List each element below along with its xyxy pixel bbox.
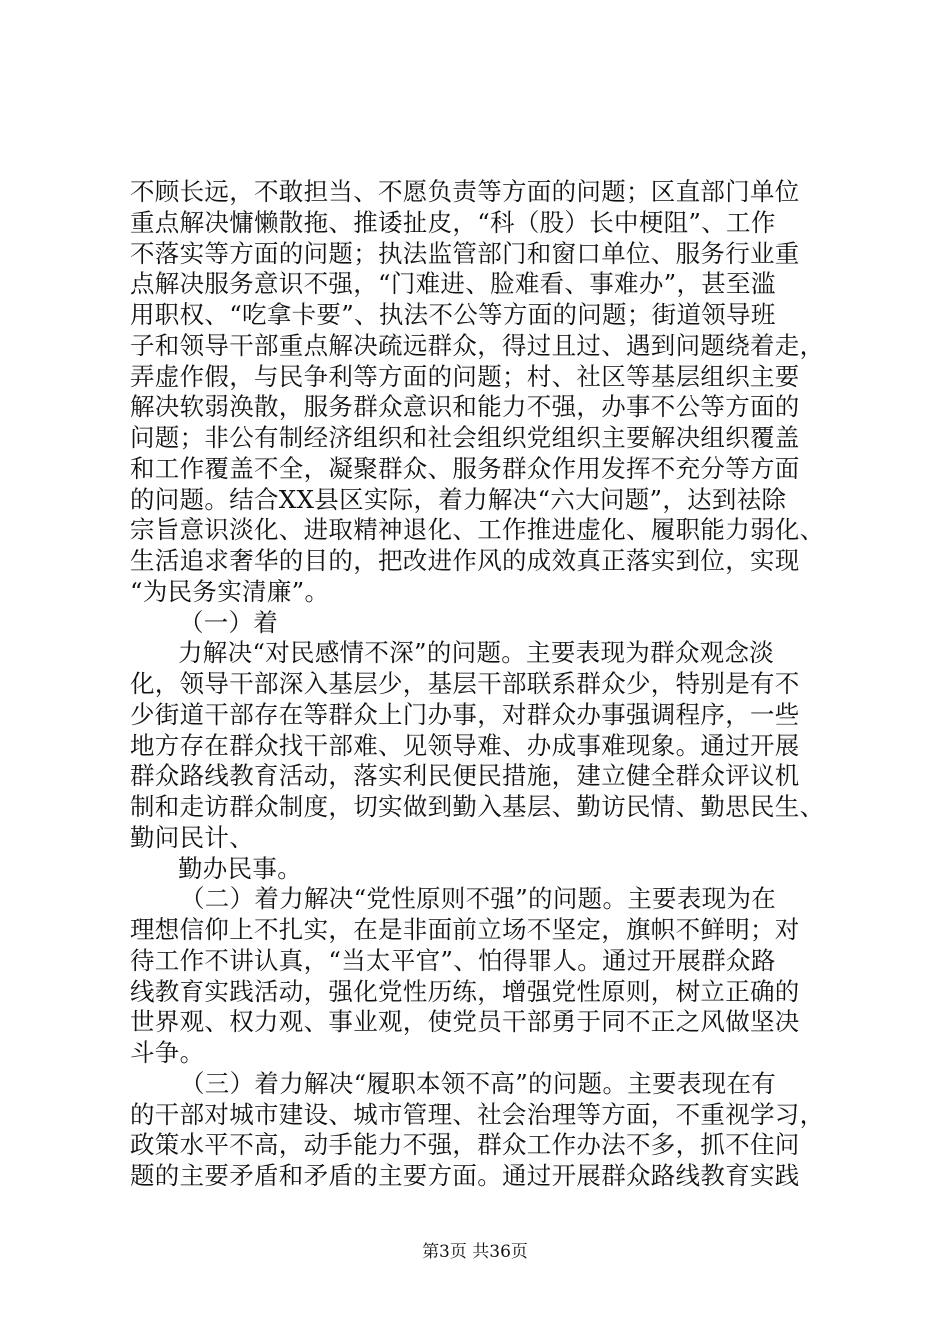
body-text-line: 不顾长远，不敢担当、不愿负责等方面的问题；区直部门单位 [130, 177, 800, 206]
body-text-line: 力解决“对民感情不深”的问题。主要表现为群众观念淡 [178, 638, 775, 667]
body-text-line: 点解决服务意识不强，“门难进、脸难看、事难办”，甚至滥 [130, 269, 776, 298]
body-text-line: 勤问民计、 [130, 823, 254, 852]
section-heading-2: （二）着力解决“党性原则不强”的问题。主要表现为在 [180, 884, 777, 913]
body-text-line: 制和走访群众制度，切实做到勤入基层、勤访民情、勤思民生、 [130, 792, 825, 821]
body-text-line: 理想信仰上不扎实，在是非面前立场不坚定，旗帜不鲜明；对 [130, 915, 800, 944]
body-text-line: 解决软弱涣散，服务群众意识和能力不强，办事不公等方面的 [130, 392, 800, 421]
body-text-line: 和工作覆盖不全，凝聚群众、服务群众作用发挥不充分等方面 [130, 454, 800, 483]
body-text-line: 宗旨意识淡化、进取精神退化、工作推进虚化、履职能力弱化、 [130, 515, 825, 544]
body-text-line: 少街道干部存在等群众上门办事，对群众办事强调程序，一些 [130, 700, 800, 729]
page-footer: 第3页 共36页 [422, 1242, 528, 1262]
body-text-line: 用职权、“吃拿卡要”、执法不公等方面的问题；街道领导班 [130, 300, 776, 329]
section-heading-1: （一）着 [179, 608, 279, 637]
body-text-line: 弄虚作假，与民争利等方面的问题；村、社区等基层组织主要 [130, 362, 800, 391]
body-text-line: 政策水平不高，动手能力不强，群众工作办法不多，抓不住问 [130, 1130, 800, 1159]
body-text-line: “为民务实清廉”。 [130, 577, 330, 606]
body-text-line: 问题；非公有制经济组织和社会组织党组织主要解决组织覆盖 [130, 423, 800, 452]
body-text-line: 生活追求奢华的目的，把改进作风的成效真正落实到位，实现 [130, 546, 800, 575]
body-text-line: 世界观、权力观、事业观，使党员干部勇于同不正之风做坚决 [130, 1007, 800, 1036]
body-text-line: 地方存在群众找干部难、见领导难、办成事难现象。通过开展 [130, 731, 800, 760]
body-text-line: 重点解决慵懒散拖、推诿扯皮，“科（股）长中梗阻”、工作 [130, 208, 776, 237]
body-text-line: 的问题。结合XX县区实际，着力解决“六大问题”，达到祛除 [130, 485, 787, 514]
body-text-line: 群众路线教育活动，落实利民便民措施，建立健全群众评议机 [130, 761, 800, 790]
body-text-line: 勤办民事。 [178, 854, 302, 883]
body-text-line: 线教育实践活动，强化党性历练，增强党性原则，树立正确的 [130, 977, 800, 1006]
body-text-line: 子和领导干部重点解决疏远群众，得过且过、遇到问题绕着走， [130, 331, 825, 360]
body-text-line: 题的主要矛盾和矛盾的主要方面。通过开展群众路线教育实践 [130, 1161, 800, 1190]
body-text-line: 不落实等方面的问题；执法监管部门和窗口单位、服务行业重 [130, 239, 800, 268]
body-text-line: 斗争。 [130, 1038, 205, 1067]
body-text-line: 化，领导干部深入基层少，基层干部联系群众少，特别是有不 [130, 669, 800, 698]
body-text-line: 的干部对城市建设、城市管理、社会治理等方面，不重视学习， [130, 1100, 825, 1129]
section-heading-3: （三）着力解决“履职本领不高”的问题。主要表现在有 [180, 1069, 777, 1098]
body-text-line: 待工作不讲认真，“当太平官”、怕得罪人。通过开展群众路 [130, 946, 776, 975]
